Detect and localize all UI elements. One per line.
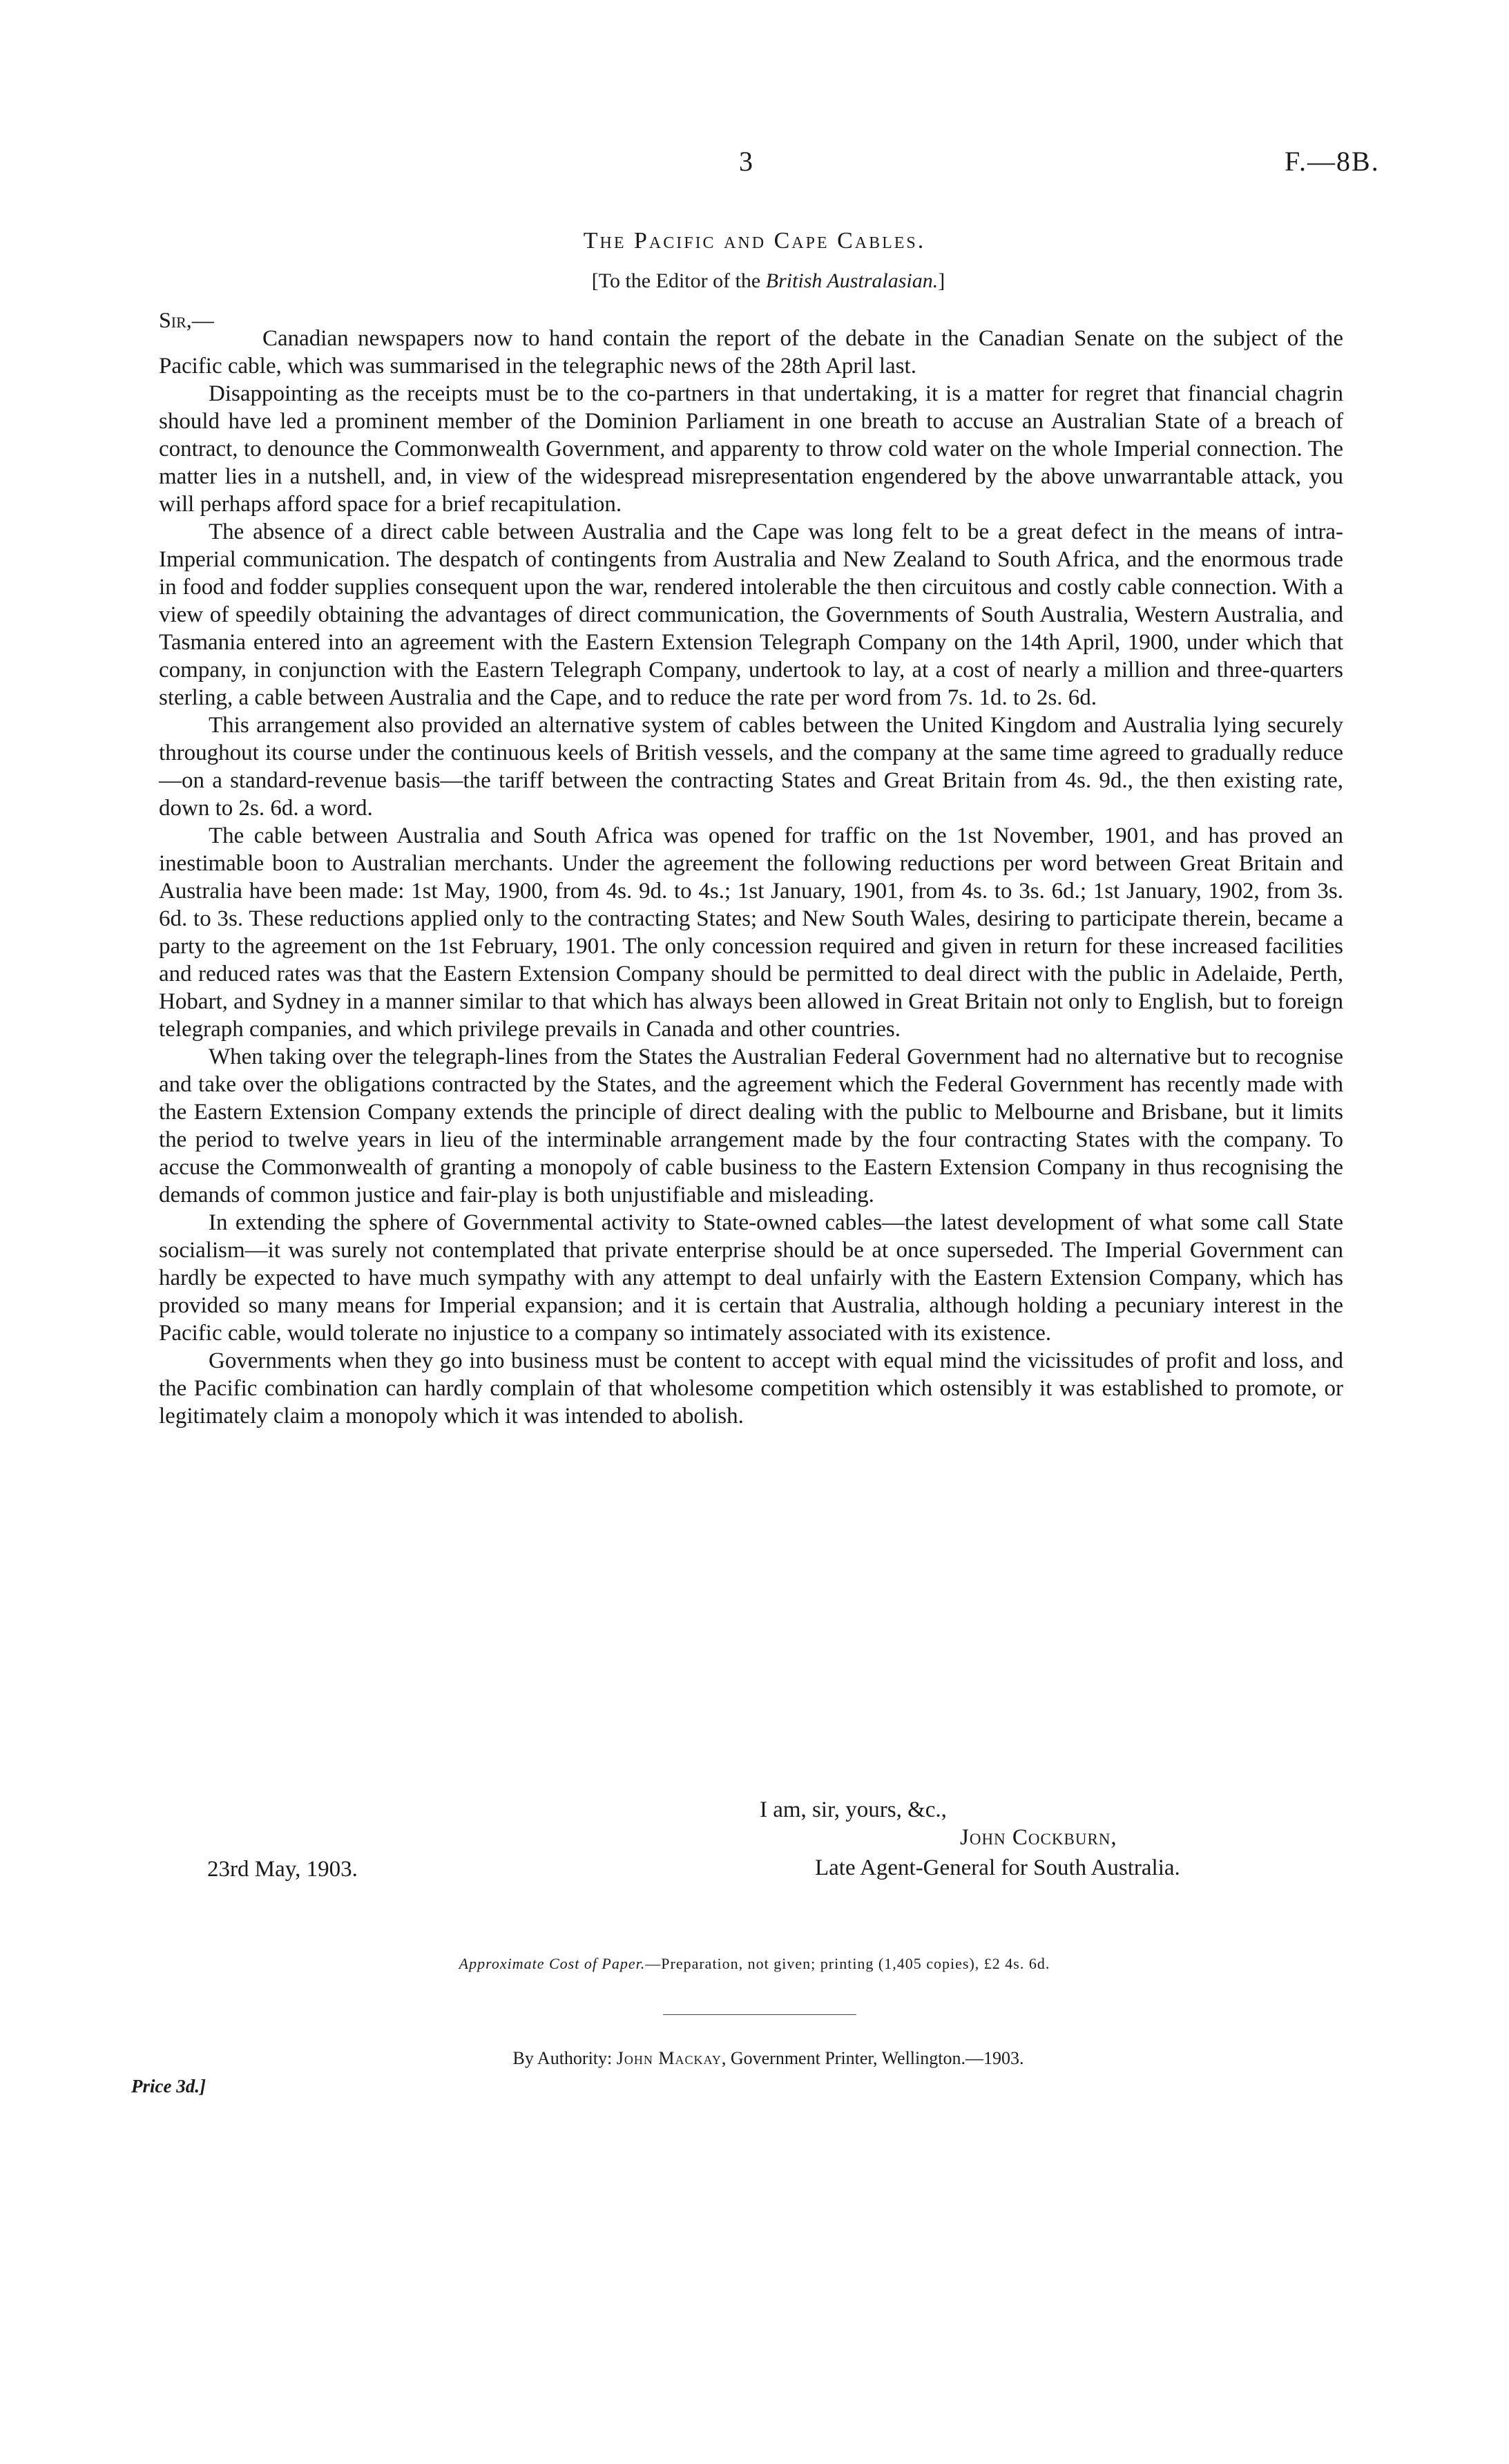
subtitle-prefix: [To the Editor of the — [591, 269, 766, 292]
letter-date: 23rd May, 1903. — [207, 1857, 358, 1882]
paragraph: Disappointing as the receipts must be to the co-partners in that undertaking, it is a matter for regret that financial chagrin should have led a prominent member of the Dominion Parliament in one breath to accuse an Australian State of a breach of contract, to denounce the Commonwealth Government, and apparenty to throw cold water on the whole Imperial connection. The matter lies in a nutshell, and, in view of the widespread misrepresentation engendered by the above unwarrantable attack, you will perhaps afford space for a brief recapitulation. — [159, 381, 1343, 517]
cost-label: Approximate Cost of Paper. — [459, 1955, 646, 1972]
letter-body — [159, 325, 1343, 1430]
signatory-name: John Cockburn, — [960, 1825, 1117, 1850]
paragraph: The cable between Australia and South Africa was opened for traffic on the 1st November, 1901, and has proved an inestimable boon to Australian merchants. Under the agreement the following reductions per word between Great Britain and Australia have been made: 1st May, 1900, from 4s. 9d. to 4s.; 1st January, 1901, from 4s. to 3s. 6d.; 1st January, 1902, from 3s. 6d. to 3s. These reductions applied only to the contracting States; and New South Wales, desiring to participate therein, became a party to the agreement on the 1st February, 1901. The only concession required and given in return for these increased facilities and reduced rates was that the Eastern Extension Company should be permitted to deal direct with the public in Adelaide, Perth, Hobart, and Sydney in a manner similar to that which has always been allowed in Great Britain not only to English, but to foreign telegraph companies, and which privilege prevails in Canada and other countries. — [159, 823, 1343, 1042]
closing-line: I am, sir, yours, &c., — [760, 1797, 947, 1822]
subtitle-suffix: ] — [938, 269, 945, 292]
price-note: Price 3d.] — [131, 2076, 206, 2097]
printer-name: John Mackay — [616, 2048, 722, 2068]
document-reference: F.—8B. — [1285, 146, 1380, 177]
printer-authority — [0, 2048, 1509, 2069]
publication-name: British Australasian. — [765, 269, 939, 292]
cost-text: —Preparation, not given; printing (1,405 copies), £2 4s. 6d. — [645, 1955, 1050, 1972]
paragraph: In extending the sphere of Governmental activity to State-owned cables—the latest development of what some call State socialism—it was surely not contemplated that private enterprise should be at once superseded. The Imperial Government can hardly be expected to have much sympathy with any attempt to deal unfairly with the Eastern Extension Company, which has provided so many means for Imperial expansion; and it is certain that Australia, although holding a pecuniary interest in the Pacific cable, would tolerate no injustice to a company so intimately associated with its existence. — [159, 1210, 1343, 1346]
footer-divider — [663, 2014, 856, 2015]
paragraph: The absence of a direct cable between Australia and the Cape was long felt to be a great defect in the means of intra-Imperial communication. The despatch of contingents from Australia and New Zealand to South Africa, and the enormous trade in food and fodder supplies consequent upon the war, rendered intolerable the then circuitous and costly cable connection. With a view of speedily obtaining the advantages of direct communication, the Governments of South Australia, Western Australia, and Tasmania entered into an agreement with the Eastern Extension Telegraph Company on the 14th April, 1900, under which that company, in conjunction with the Eastern Telegraph Company, undertook to lay, at a cost of nearly a million and three-quarters sterling, a cable between Australia and the Cape, and to reduce the rate per word from 7s. 1d. to 2s. 6d. — [159, 519, 1343, 710]
article-subtitle — [0, 269, 1509, 293]
signoff — [760, 1796, 1312, 1882]
signatory-title: Late Agent-General for South Australia. — [815, 1855, 1180, 1880]
page-number: 3 — [739, 146, 753, 177]
paragraph: Governments when they go into business must be content to accept with equal mind the vicissitudes of profit and loss, and the Pacific combination can hardly complain of that wholesome competition which ostensibly it was established to promote, or legitimately claim a monopoly which it was intended to abolish. — [159, 1348, 1343, 1429]
authority-suffix: , Government Printer, Wellington.—1903. — [721, 2048, 1024, 2068]
paragraph: When taking over the telegraph-lines from the States the Australian Federal Government had no alternative but to recognise and take over the obligations contracted by the States, and the agreement which the Federal Government has recently made with the Eastern Extension Company extends the principle of direct dealing with the public to Melbourne and Brisbane, but it limits the period to twelve years in lieu of the interminable arrangement made by the four contracting States with the company. To accuse the Commonwealth of granting a monopoly of cable business to the Eastern Extension Company in thus recognising the demands of common justice and fair-play is both unjustifiable and misleading. — [159, 1044, 1343, 1207]
paragraph: Canadian newspapers now to hand contain the report of the debate in the Canadian Senate on the subject of the Pacific cable, which was summarised in the telegraphic news of the 28th April last. — [159, 326, 1343, 379]
article-title: The Pacific and Cape Cables. — [583, 228, 926, 254]
authority-prefix: By Authority: — [512, 2048, 617, 2068]
salutation: Sir,— — [159, 307, 214, 332]
cost-note — [0, 1955, 1509, 1973]
paragraph: This arrangement also provided an alternative system of cables between the United Kingdom and Australia lying securely throughout its course under the continuous keels of British vessels, and the company at the same time agreed to gradually reduce—on a standard-revenue basis—the tariff between the contracting States and Great Britain from 4s. 9d., the then existing rate, down to 2s. 6d. a word. — [159, 713, 1343, 821]
